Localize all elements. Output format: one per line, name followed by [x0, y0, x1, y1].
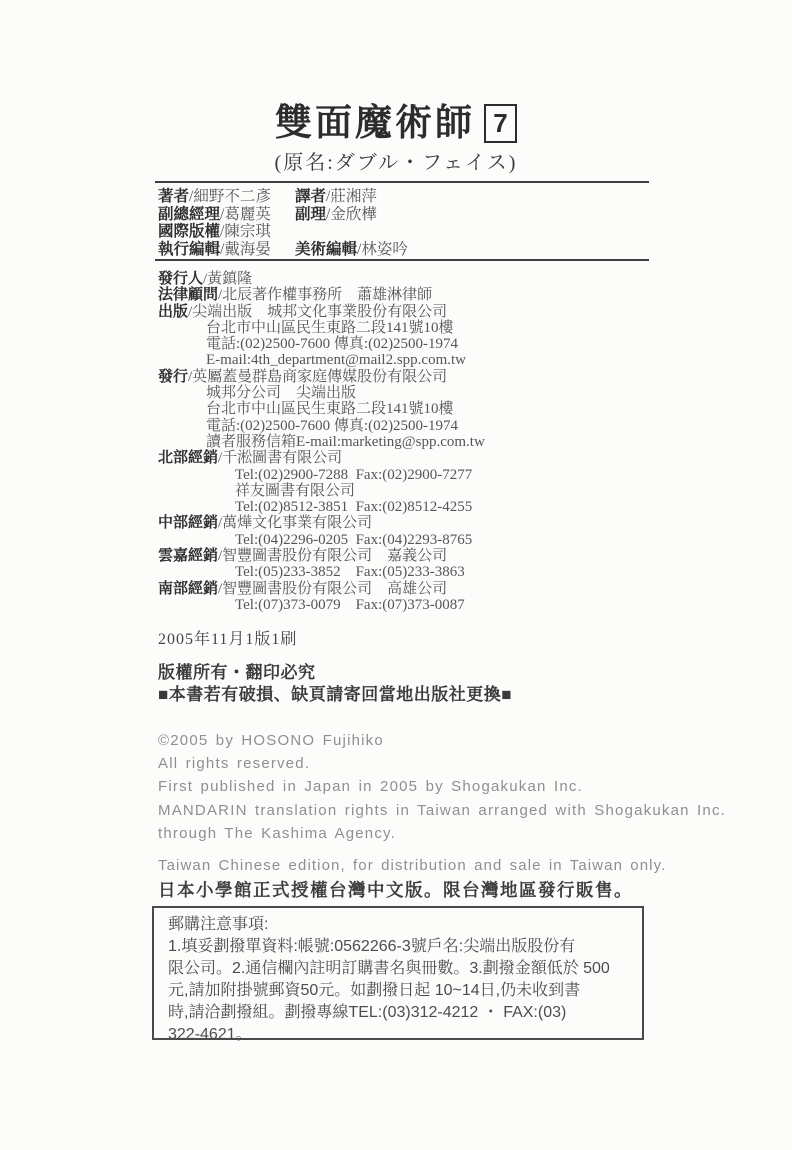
taiwan-notice-english: Taiwan Chinese edition, for distribution and sale in Taiwan only.	[158, 857, 667, 874]
copyright-reserved-notice: 版權所有・翻印必究	[158, 663, 316, 682]
edition-date: 2005年11月1版1刷	[158, 631, 298, 648]
publisher-line: 出版/尖端出版 城邦文化事業股份有限公司	[158, 303, 448, 320]
english-copyright-block	[158, 729, 792, 845]
publisher-line: 法律顧問/北辰著作權事務所 蕭雄淋律師	[158, 287, 433, 304]
mail-order-line: 1.填妥劃撥單資料:帳號:0562266-3號戶名:尖端出版股份有	[168, 938, 576, 955]
publisher-block	[158, 271, 678, 613]
english-copyright-line: All rights reserved.	[158, 755, 311, 773]
publisher-line: 北部經銷/千淞圖書有限公司	[158, 450, 343, 467]
publisher-line: 祥友圖書有限公司	[235, 482, 356, 499]
publisher-line: Tel:(05)233-3852 Fax:(05)233-3863	[235, 564, 465, 581]
taiwan-notice-chinese: 日本小學館正式授權台灣中文版。限台灣地區發行販售。	[158, 880, 633, 900]
publisher-line: 中部經銷/萬燁文化事業有限公司	[158, 515, 373, 532]
publisher-line: Tel:(02)2900-7288 Fax:(02)2900-7277	[235, 466, 473, 483]
publisher-line: 電話:(02)2500-7600 傳真:(02)2500-1974	[206, 417, 459, 434]
publisher-line: 台北市中山區民生東路二段141號10樓	[206, 319, 454, 336]
publisher-line: Tel:(07)373-0079 Fax:(07)373-0087	[235, 596, 465, 613]
publisher-line: 雲嘉經銷/智豐圖書股份有限公司 嘉義公司	[158, 548, 448, 565]
english-copyright-line: First published in Japan in 2005 by Shogakukan Inc.	[158, 778, 583, 796]
credit-line: 國際版權/陳宗琪	[158, 223, 271, 241]
publisher-line: 電話:(02)2500-7600 傳真:(02)2500-1974	[206, 336, 459, 353]
english-copyright-line: MANDARIN translation rights in Taiwan arranged with Shogakukan Inc.	[158, 801, 727, 819]
mail-order-line: 限公司。2.通信欄內註明訂購書名與冊數。3.劃撥金額低於 500	[168, 960, 610, 977]
divider-top	[155, 181, 649, 183]
mail-order-line: 322-4621。	[168, 1026, 252, 1043]
credit-line: 副總經理/葛麗英 副理/金欣樺	[158, 205, 377, 223]
publisher-line: 發行人/黃鎮隆	[158, 271, 253, 287]
title-row	[0, 92, 792, 146]
publisher-line: 城邦分公司 尖端出版	[206, 385, 357, 402]
publisher-line: E-mail:4th_department@mail2.spp.com.tw	[206, 352, 467, 369]
original-title-subtitle: (原名:ダブル・フェイス)	[274, 152, 518, 174]
credit-line: 執行編輯/戴海晏 美術編輯/林姿吟	[158, 240, 408, 258]
divider-bottom	[155, 259, 649, 261]
publisher-line: 發行/英屬蓋曼群島商家庭傳媒股份有限公司	[158, 368, 448, 385]
publisher-line: Tel:(04)2296-0205 Fax:(04)2293-8765	[235, 531, 473, 548]
credit-line: 著者/細野不二彥 譯者/莊湘萍	[158, 188, 377, 205]
mail-order-notice-box	[152, 906, 644, 1043]
english-copyright-line: ©2005 by HOSONO Fujihiko	[158, 732, 384, 749]
publisher-line: 南部經銷/智豐圖書股份有限公司 高雄公司	[158, 580, 448, 597]
credits-block	[158, 188, 658, 258]
mail-order-line: 元,請加附掛號郵資50元。如劃撥日起 10~14日,仍未收到書	[168, 982, 581, 999]
mail-order-line: 時,請洽劃撥組。劃撥專線TEL:(03)312-4212 ・ FAX:(03)	[168, 1004, 567, 1021]
mail-order-line: 郵購注意事項:	[168, 916, 269, 933]
damage-replacement-notice: ■本書若有破損、缺頁請寄回當地出版社更換■	[158, 685, 513, 704]
publisher-line: 讀者服務信箱E-mail:marketing@spp.com.tw	[206, 433, 485, 450]
volume-badge: 7	[484, 104, 517, 143]
page-title: 雙面魔術師	[275, 103, 475, 144]
publisher-line: Tel:(02)8512-3851 Fax:(02)8512-4255	[235, 499, 473, 516]
english-copyright-line: through The Kashima Agency.	[158, 824, 396, 842]
publisher-line: 台北市中山區民生東路二段141號10樓	[206, 401, 454, 418]
